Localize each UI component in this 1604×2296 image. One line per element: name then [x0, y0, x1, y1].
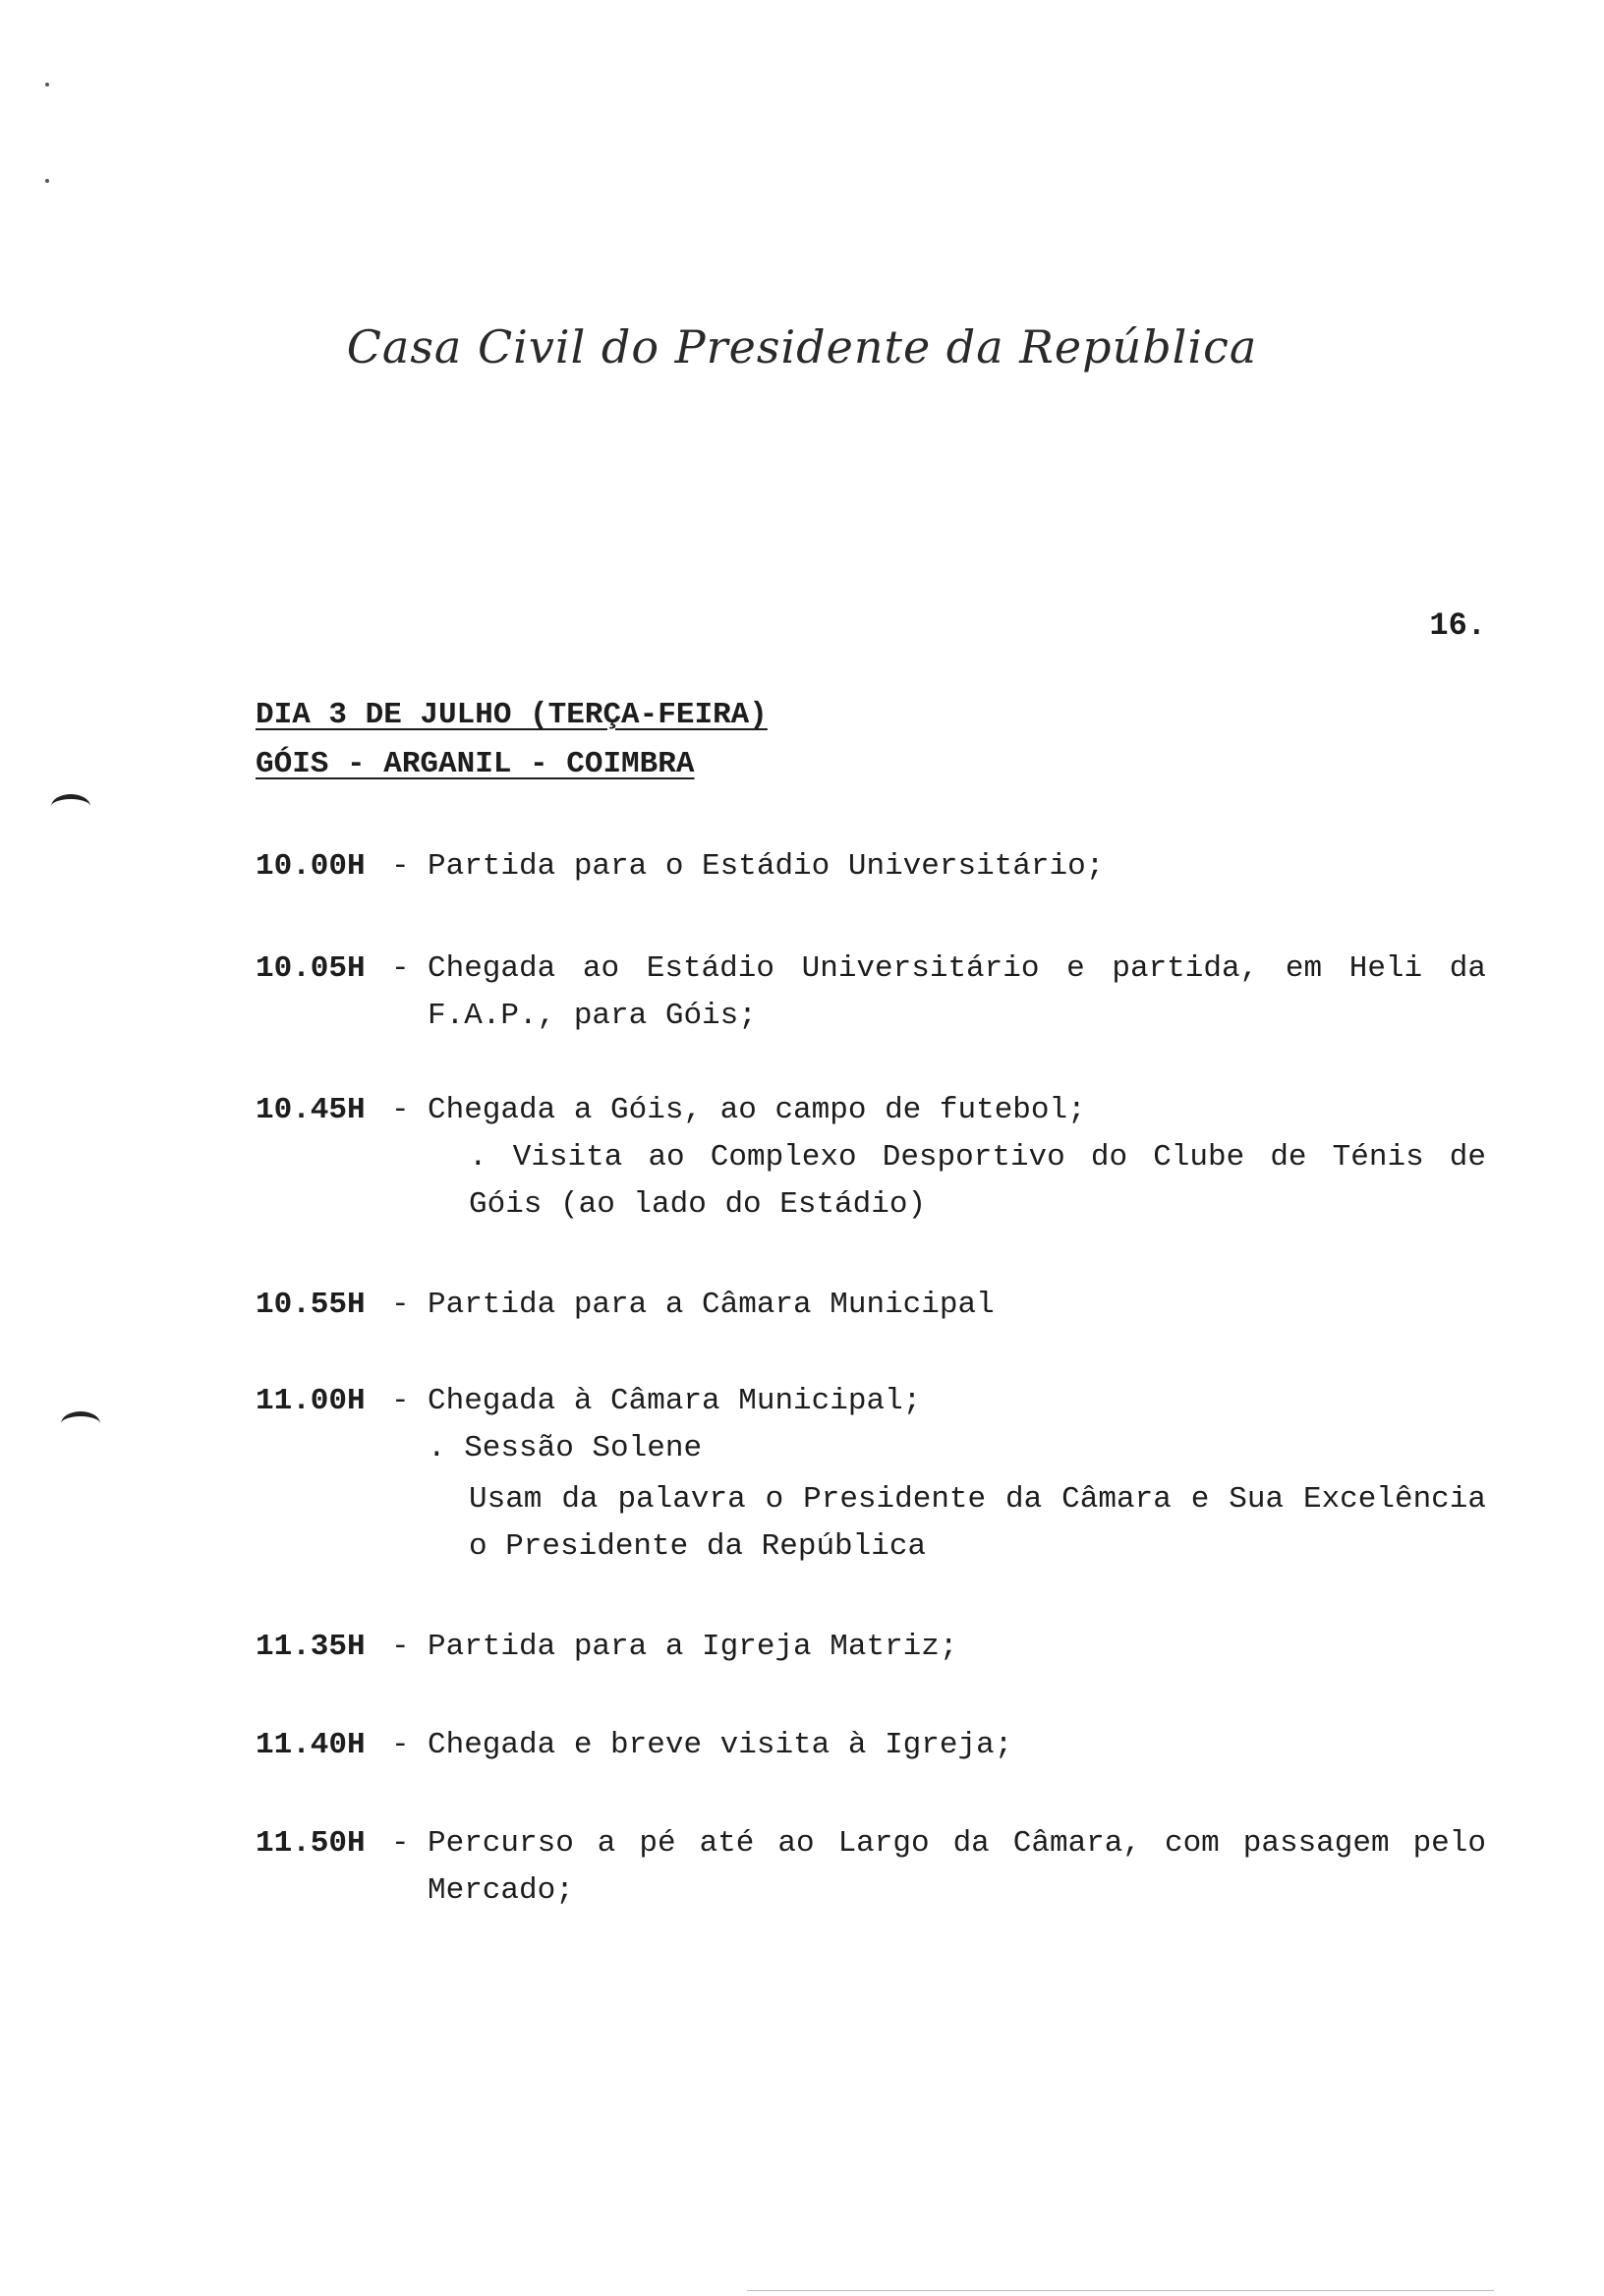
schedule-entry — [256, 1378, 1486, 1571]
entry-time: 10.55H — [256, 1288, 366, 1322]
route-heading: GÓIS - ARGANIL - COIMBRA — [256, 747, 695, 781]
entry-subitems — [428, 1425, 1486, 1571]
sub-item: . Visita ao Complexo Desportivo do Clube de Ténis de Góis (ao lado do Estádio) — [469, 1140, 1486, 1222]
entry-time: 11.50H — [256, 1826, 366, 1861]
entry-dash: - — [391, 1728, 410, 1762]
entry-time: 10.05H — [256, 951, 366, 986]
scan-speck — [45, 179, 49, 183]
entry-text: Chegada e breve visita à Igreja; — [428, 1728, 1013, 1762]
entry-text: Percurso a pé até ao Largo da Câmara, com passagem pelo Mercado; — [428, 1826, 1486, 1908]
bottom-edge-line — [747, 2290, 1494, 2291]
entry-time: 11.35H — [256, 1630, 366, 1664]
entry-dash: - — [391, 1826, 410, 1861]
sub-item: . Sessão Solene — [428, 1431, 703, 1465]
schedule-entry — [256, 843, 1486, 890]
entry-dash: - — [391, 951, 410, 986]
entry-dash: - — [391, 1093, 410, 1127]
entry-time: 10.00H — [256, 849, 366, 884]
entry-dash: - — [391, 1384, 410, 1418]
schedule-entry — [256, 1820, 1486, 1915]
letterhead: Casa Civil do Presidente da República — [346, 320, 1258, 373]
entry-time: 11.00H — [256, 1384, 366, 1418]
schedule-entry — [256, 1087, 1486, 1229]
entry-time: 11.40H — [256, 1728, 366, 1762]
scan-speck — [45, 83, 49, 86]
entry-text: Partida para a Câmara Municipal — [428, 1288, 995, 1322]
entry-text: Partida para o Estádio Universitário; — [428, 849, 1105, 884]
page-number: 16. — [1429, 607, 1486, 644]
entry-text: Partida para a Igreja Matriz; — [428, 1630, 958, 1664]
entry-text: Chegada a Góis, ao campo de futebol; — [428, 1093, 1086, 1127]
schedule-entry — [256, 1282, 1486, 1329]
entry-dash: - — [391, 1288, 410, 1322]
entry-dash: - — [391, 1630, 410, 1664]
entry-text: Chegada ao Estádio Universitário e partida, em Heli da F.A.P., para Góis; — [428, 951, 1486, 1033]
sub-item: Usam da palavra o Presidente da Câmara e Sua Excelência o Presidente da República — [469, 1482, 1486, 1564]
schedule-entry — [256, 946, 1486, 1040]
entry-dash: - — [391, 849, 410, 884]
schedule-entry — [256, 1624, 1486, 1671]
entry-time: 10.45H — [256, 1093, 366, 1127]
binder-hole-mark — [51, 794, 90, 819]
date-heading: DIA 3 DE JULHO (TERÇA-FEIRA) — [256, 698, 768, 732]
entry-text: Chegada à Câmara Municipal; — [428, 1384, 922, 1418]
entry-subitems — [428, 1134, 1486, 1229]
binder-hole-mark — [61, 1411, 100, 1436]
schedule-entry — [256, 1722, 1486, 1769]
